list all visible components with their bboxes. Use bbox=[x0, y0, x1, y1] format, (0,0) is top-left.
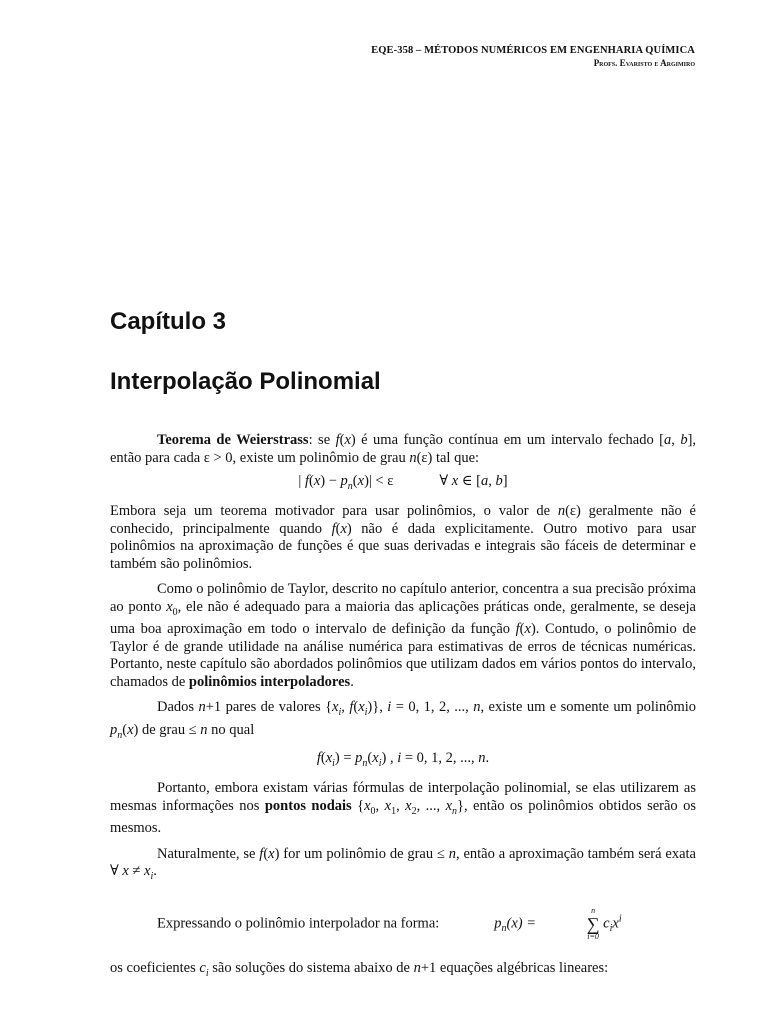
paragraph-6: Expressando o polinômio interpolador na forma: $p_n(x)$ = n ∑ i=0 $c_ix^i$ bbox=[157, 905, 622, 941]
paragraph-7: os coeficientes $c_i$ são soluções do sistema abaixo de n+1 equações algébricas lineares: bbox=[110, 959, 609, 979]
summation-symbol: n ∑ i=0 bbox=[586, 905, 600, 941]
body-text bbox=[110, 432, 696, 990]
paragraph-3: Dados n+1 pares de valores {$x_i$, $f(x_i)$}, i = 0, 1, 2, ..., n, existe um e somente um polinômio $p_n(x)$ de grau ≤ n no qual bbox=[110, 699, 696, 741]
interpolation-equation: $f(x_i) = p_n(x_i)$ , i = 0, 1, 2, ..., n. bbox=[316, 750, 490, 769]
theorem-label: Teorema de Weierstrass bbox=[157, 432, 309, 448]
paragraph-2: Como o polinômio de Taylor, descrito no capítulo anterior, concentra a sua precisão próxima ao ponto $x_0$, ele não é adequado para a maioria das aplicações práticas onde, geralmente, se deseja uma boa aproximação em todo o intervalo de definição da função f(x). Contudo, o polinômio de Taylor é de grande utilidade na análise numérica para estimativas de erros de técnicas numéricas. Portanto, neste capítulo são abordados polinômios que utilizam dados em vários pontos do intervalo, chamados de polinômios interpoladores. bbox=[110, 581, 697, 690]
bold-term: pontos nodais bbox=[264, 797, 352, 814]
paragraph-4: Portanto, embora existam várias fórmulas de interpolação polinomial, se elas utilizarem as mesmas informações nos pontos nodais {$x_0$, $x_1$, $x_2$, ..., $x_n$}, então os polinômios obtidos serão os mesmos. bbox=[110, 780, 697, 837]
weierstrass-equation: | $f(x) - p_n(x)| < \varepsilon$ ∀ x ∈ [a, b] bbox=[298, 473, 508, 492]
paragraph-5: Naturalmente, se f(x) for um polinômio de grau ≤ n, então a aproximação também será exata ∀ $x \ne x_i$. bbox=[110, 845, 696, 883]
theorem-paragraph: Teorema de Weierstrass: se f(x) é uma função contínua em um intervalo fechado [a, b], então para cada ε > 0, existe um polinômio de grau n(ε) tal que: bbox=[110, 432, 697, 466]
polynomial-formula: $p_n(x)$ = n ∑ i=0 $c_ix^i$ bbox=[494, 905, 622, 941]
chapter-heading: Capítulo 3 bbox=[110, 308, 227, 335]
page-header bbox=[371, 45, 695, 68]
chapter-title: Interpolação Polinomial bbox=[110, 368, 381, 395]
course-title: EQE-358 – MÉTODOS NUMÉRICOS EM ENGENHARIA QUÍMICA bbox=[371, 45, 695, 56]
bold-term: polinômios interpoladores bbox=[188, 673, 351, 690]
professors: Profs. Evaristo e Argimiro bbox=[593, 58, 695, 68]
paragraph-1: Embora seja um teorema motivador para usar polinômios, o valor de n(ε) geralmente não é conhecido, principalmente quando f(x) não é dada explicitamente. Outro motivo para usar polinômios na aproximação de funções é que suas derivadas e integrais são fáceis de determinar e também são polinômios. bbox=[110, 503, 696, 572]
